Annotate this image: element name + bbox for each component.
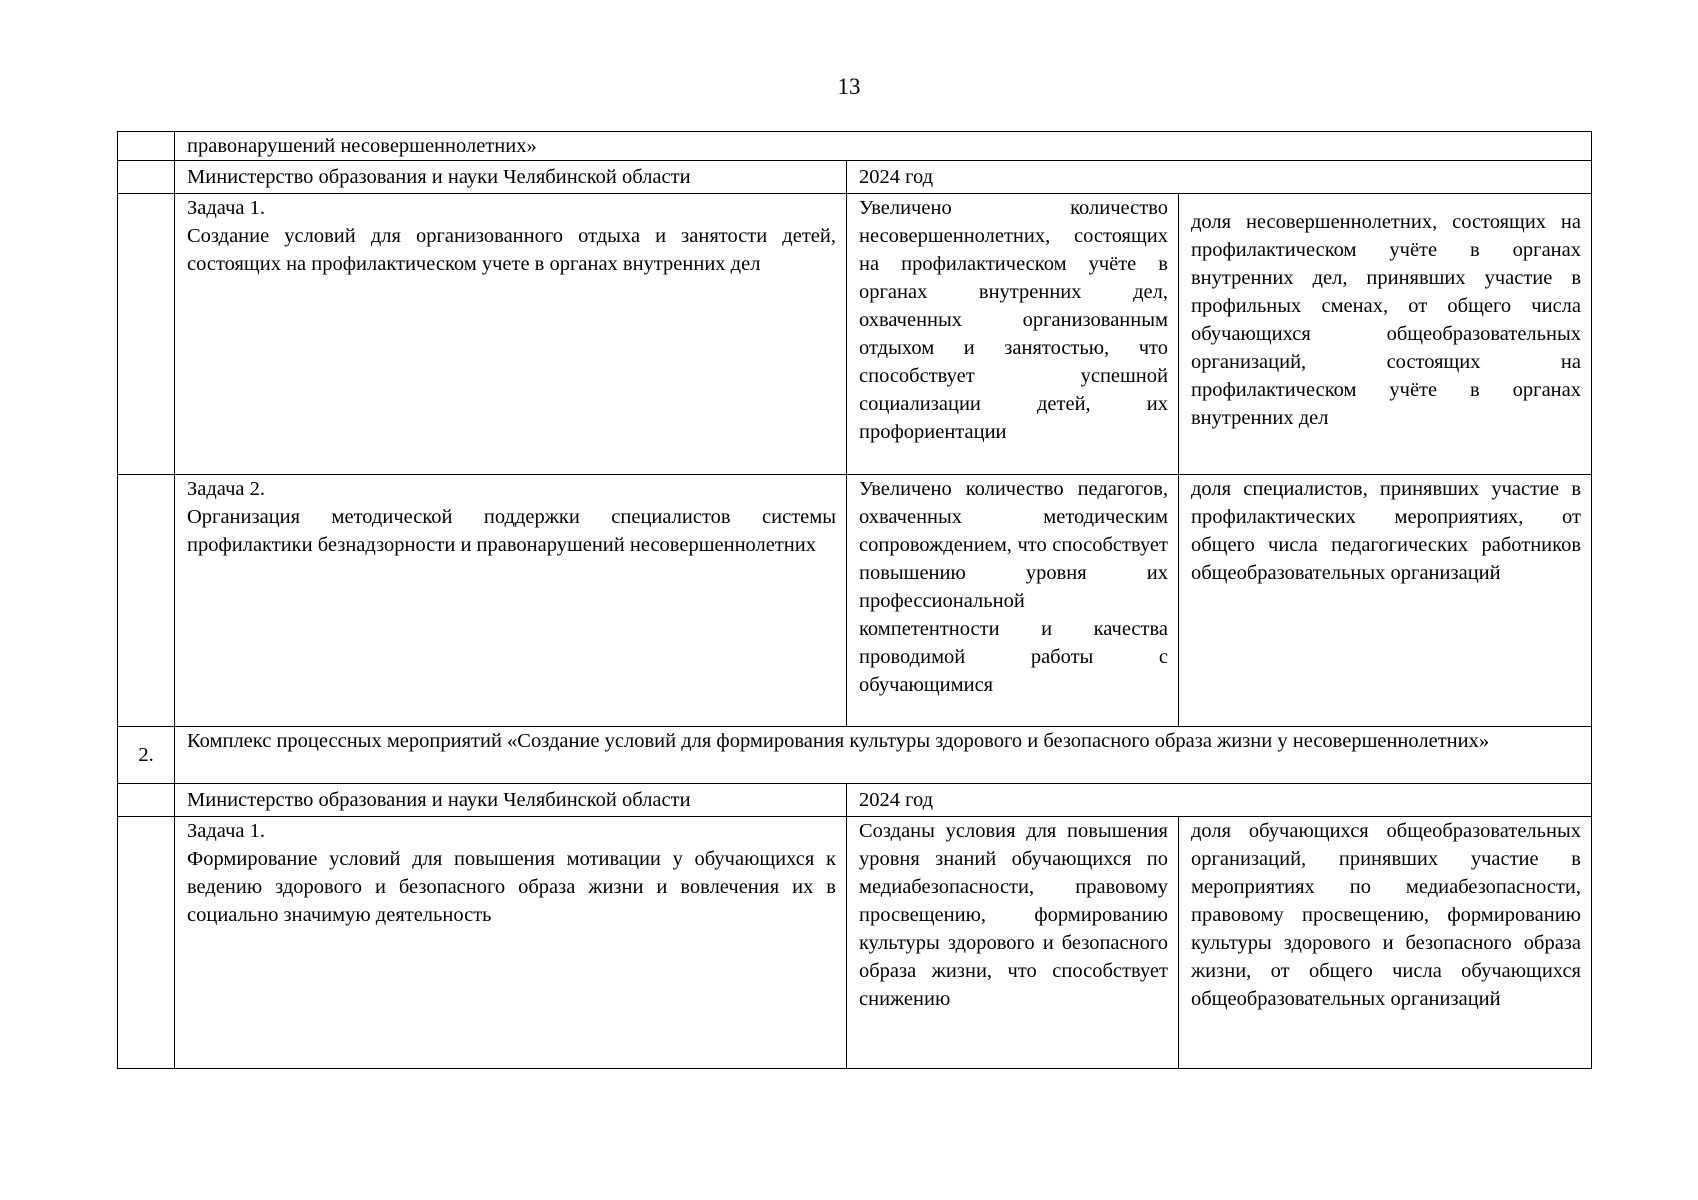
table-row xyxy=(118,475,1592,727)
expected-result: Увеличено количество несовершеннолетних, состоящих на профилактическом учёте в органах внутренних дел, охваченных организованным отдыхом и занятостью, что способствует успешной социализации детей, их профориентации xyxy=(847,194,1179,475)
indicator-text: доля специалистов, принявших участие в профилактических мероприятиях, от общего числа педагогических работников общеобразовательных организаций xyxy=(1179,475,1592,727)
implementation-period: 2024 год xyxy=(847,161,1592,194)
row-number-cell: 2. xyxy=(118,727,175,784)
task-label: Задача 1. xyxy=(187,197,265,219)
expected-result: Увеличено количество педагогов, охваченных методическим сопровождением, что способствует повышению уровня их профессиональной компетентности и качества проводимой работы с обучающимися xyxy=(847,475,1179,727)
row-number-cell xyxy=(118,475,175,727)
task-description: Создание условий для организованного отдыха и занятости детей, состоящих на профилактическом учете в органах внутренних дел xyxy=(187,225,836,275)
table-row xyxy=(118,161,1592,194)
task-label: Задача 2. xyxy=(187,478,265,500)
indicator-text: доля обучающихся общеобразовательных организаций, принявших участие в мероприятиях по медиабезопасности, правовому просвещению, формированию культуры здорового и безопасного образа жизни, от общего числа обучающихся общеобразовательных организаций xyxy=(1179,817,1592,1069)
row-number-cell xyxy=(118,161,175,194)
task-label: Задача 1. xyxy=(187,820,265,842)
responsible-organization: Министерство образования и науки Челябинской области xyxy=(175,784,847,817)
task-description: Формирование условий для повышения мотивации у обучающихся к ведению здорового и безопасного образа жизни и вовлечения их в социально значимую деятельность xyxy=(187,848,836,926)
expected-result: Созданы условия для повышения уровня знаний обучающихся по медиабезопасности, правовому просвещению, формированию культуры здорового и безопасного образа жизни, что способствует снижению xyxy=(847,817,1179,1069)
program-title-continuation: правонарушений несовершеннолетних» xyxy=(175,132,1592,161)
row-number-cell xyxy=(118,194,175,475)
task-cell xyxy=(175,817,847,1069)
row-number-cell xyxy=(118,784,175,817)
row-number-cell xyxy=(118,817,175,1069)
activities-table xyxy=(117,131,1592,1069)
table-row xyxy=(118,194,1592,475)
table-row xyxy=(118,817,1592,1069)
task-cell xyxy=(175,194,847,475)
indicator-text: доля несовершеннолетних, состоящих на профилактическом учёте в органах внутренних дел, принявших участие в профильных сменах, от общего числа обучающихся общеобразовательных организаций, состоящих на профилактическом учёте в органах внутренних дел xyxy=(1179,194,1592,475)
page-number: 13 xyxy=(837,74,861,99)
table-row xyxy=(118,132,1592,161)
task-description: Организация методической поддержки специалистов системы профилактики безнадзорности и правонарушений несовершеннолетних xyxy=(187,506,836,556)
implementation-period: 2024 год xyxy=(847,784,1592,817)
table-row xyxy=(118,784,1592,817)
program-title: Комплекс процессных мероприятий «Создание условий для формирования культуры здорового и безопасного образа жизни у несовершеннолетних» xyxy=(175,727,1592,784)
row-number-cell xyxy=(118,132,175,161)
table-row xyxy=(118,727,1592,784)
responsible-organization: Министерство образования и науки Челябинской области xyxy=(175,161,847,194)
task-cell xyxy=(175,475,847,727)
